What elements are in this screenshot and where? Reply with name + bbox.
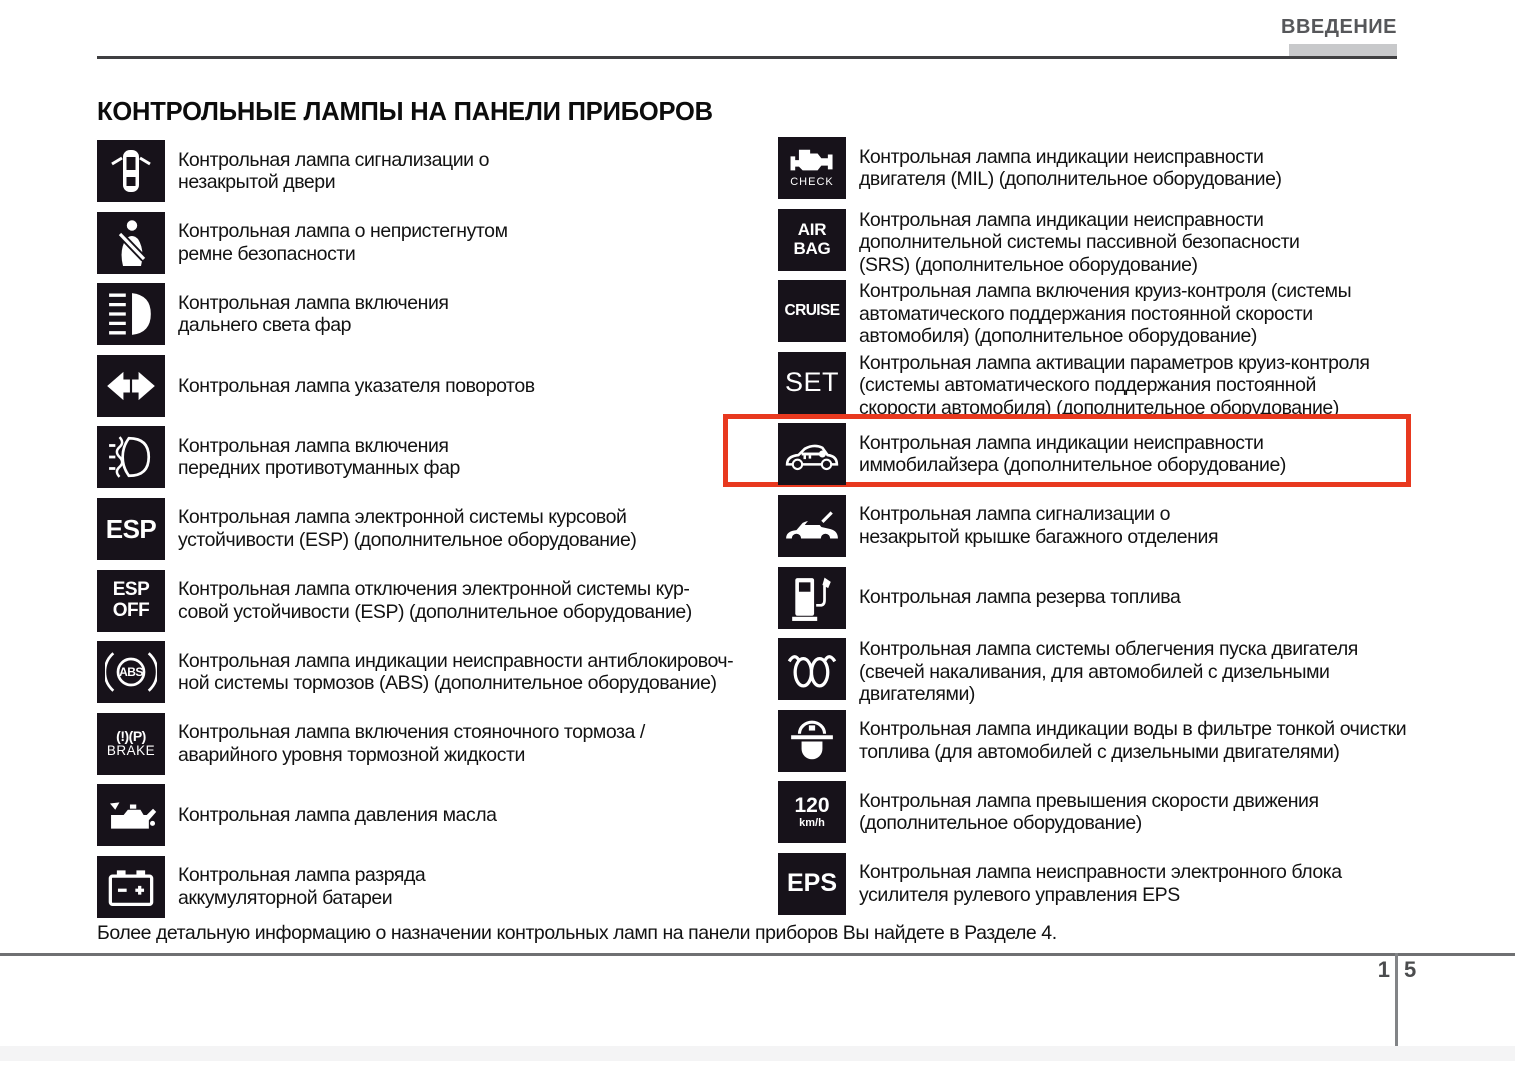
lamp-column-left <box>97 140 747 928</box>
lamp-row <box>97 426 747 498</box>
battery-charge-icon <box>97 856 165 918</box>
lamp-description: Контрольная лампа включения стояночного тормоза / аварийного уровня тормозной жидкости <box>178 721 645 766</box>
lamp-row <box>778 781 1414 853</box>
lamp-description: Контрольная лампа сигнализации о незакрытой крышке багажного отделения <box>859 503 1219 548</box>
lamp-row <box>778 280 1414 352</box>
door-ajar-icon <box>97 140 165 202</box>
lamp-row <box>97 140 747 212</box>
lamp-column-right <box>778 137 1414 925</box>
lamp-description: Контрольная лампа индикации неисправности иммобилайзера (дополнительное оборудование) <box>859 431 1286 477</box>
lamp-description: Контрольная лампа электронной системы курсовой устойчивости (ESP) (дополнительное оборудование) <box>178 506 637 551</box>
header-rule <box>97 56 1397 59</box>
lamp-row <box>97 856 747 928</box>
lamp-description: Контрольная лампа активации параметров круиз-контроля (системы автоматического поддержания постоянной скорости автомобиля) (дополнительное оборудование) <box>859 351 1370 419</box>
lamp-description: Контрольная лампа включения дальнего света фар <box>178 291 449 337</box>
lamp-row <box>97 641 747 713</box>
lamp-description: Контрольная лампа сигнализации о незакрытой двери <box>178 148 489 193</box>
lamp-row <box>778 853 1414 925</box>
lamp-row <box>778 209 1414 281</box>
bottom-strip <box>0 1046 1515 1061</box>
section-label: ВВЕДЕНИЕ <box>1281 16 1397 38</box>
airbag-indicator-icon <box>778 209 846 271</box>
lamp-description: Контрольная лампа разряда аккумуляторной батареи <box>178 864 426 909</box>
page-number-divider <box>1395 953 1398 1046</box>
icon-tile-label: (!)(P) BRAKE <box>106 727 156 759</box>
lamp-description: Контрольная лампа указателя поворотов <box>178 374 535 397</box>
lamp-row <box>97 355 747 427</box>
bottom-rule <box>0 953 1515 956</box>
lamp-description: Контрольная лампа включения круиз-контроля (системы автоматического поддержания постоянной скорости автомобиля) (дополнительное оборудование) <box>859 280 1352 348</box>
turn-signal-icon <box>97 355 165 417</box>
lamp-description: Контрольная лампа индикации неисправности дополнительной системы пассивной безопасности (SRS) (дополнительное оборудование) <box>859 208 1300 276</box>
lamp-description: Контрольная лампа неисправности электронного блока усилителя рулевого управления EPS <box>859 861 1342 906</box>
lamp-description: Контрольная лампа системы облегчения пуска двигателя (свечей накаливания, для автомобилей с дизельными двигателями) <box>859 638 1358 706</box>
lamp-row <box>97 283 747 355</box>
speed-alert-icon <box>778 781 846 843</box>
page-number-total: 5 <box>1404 957 1417 982</box>
glow-plug-icon <box>778 638 846 700</box>
icon-tile-label: CHECK <box>790 176 834 189</box>
low-fuel-icon <box>778 567 846 629</box>
lamp-row <box>97 784 747 856</box>
lamp-row <box>97 570 747 642</box>
lamp-description: Контрольная лампа индикации воды в фильтре тонкой очистки топлива (для автомобилей с дизельными двигателями) <box>859 718 1407 763</box>
lamp-row <box>778 495 1414 567</box>
lamp-description: Контрольная лампа превышения скорости движения (дополнительное оборудование) <box>859 789 1319 835</box>
seat-belt-icon <box>97 212 165 274</box>
lamp-row <box>97 212 747 284</box>
esp-off-indicator-icon <box>97 570 165 632</box>
water-in-fuel-filter-icon <box>778 710 846 772</box>
abs-indicator-icon <box>97 641 165 703</box>
icon-tile-label: CRUISE <box>784 301 840 319</box>
icon-tile-label: ESP OFF <box>112 579 150 621</box>
lamp-row <box>778 638 1414 710</box>
esp-indicator-icon <box>97 498 165 560</box>
high-beam-icon <box>97 283 165 345</box>
lamp-row <box>97 713 747 785</box>
lamp-description: Контрольная лампа отключения электронной системы кур- совой устойчивости (ESP) (дополнительное оборудование) <box>178 578 692 623</box>
lamp-description: Контрольная лампа о непристегнутом ремне безопасности <box>178 220 508 265</box>
icon-tile-label: 120 km/h <box>794 794 830 829</box>
lamp-row <box>778 352 1414 424</box>
icon-tile-label: ABS <box>119 665 143 680</box>
eps-indicator-icon <box>778 853 846 915</box>
set-indicator-icon <box>778 352 846 414</box>
lamp-description: Контрольная лампа резерва топлива <box>859 586 1181 609</box>
lamp-description: Контрольная лампа давления масла <box>178 804 497 827</box>
lamp-row <box>778 567 1414 639</box>
page-title: КОНТРОЛЬНЫЕ ЛАМПЫ НА ПАНЕЛИ ПРИБОРОВ <box>97 98 713 126</box>
lamp-description: Контрольная лампа индикации неисправности двигателя (MIL) (дополнительное оборудование) <box>859 145 1282 190</box>
check-engine-icon <box>778 137 846 199</box>
lamp-row <box>97 498 747 570</box>
lamp-row <box>778 137 1414 209</box>
page-number-current: 1 <box>1377 957 1390 982</box>
footer-note: Более детальную информацию о назначении контрольных ламп на панели приборов Вы найдете в Разделе 4. <box>97 922 1057 944</box>
icon-tile-label: EPS <box>786 869 838 898</box>
front-fog-light-icon <box>97 426 165 488</box>
icon-tile-label: AIR BAG <box>793 220 831 258</box>
icon-tile-label: ESP <box>105 513 157 544</box>
immobilizer-icon <box>778 423 846 485</box>
cruise-indicator-icon <box>778 280 846 342</box>
oil-pressure-icon <box>97 784 165 846</box>
lamp-row <box>778 710 1414 782</box>
trunk-open-icon <box>778 495 846 557</box>
lamp-description: Контрольная лампа индикации неисправности антиблокировоч- ной системы тормозов (ABS) (дополнительное оборудование) <box>178 649 734 695</box>
icon-tile-label: SET <box>784 367 839 398</box>
lamp-description: Контрольная лампа включения передних противотуманных фар <box>178 434 460 480</box>
lamp-row <box>778 423 1414 495</box>
brake-indicator-icon <box>97 713 165 775</box>
